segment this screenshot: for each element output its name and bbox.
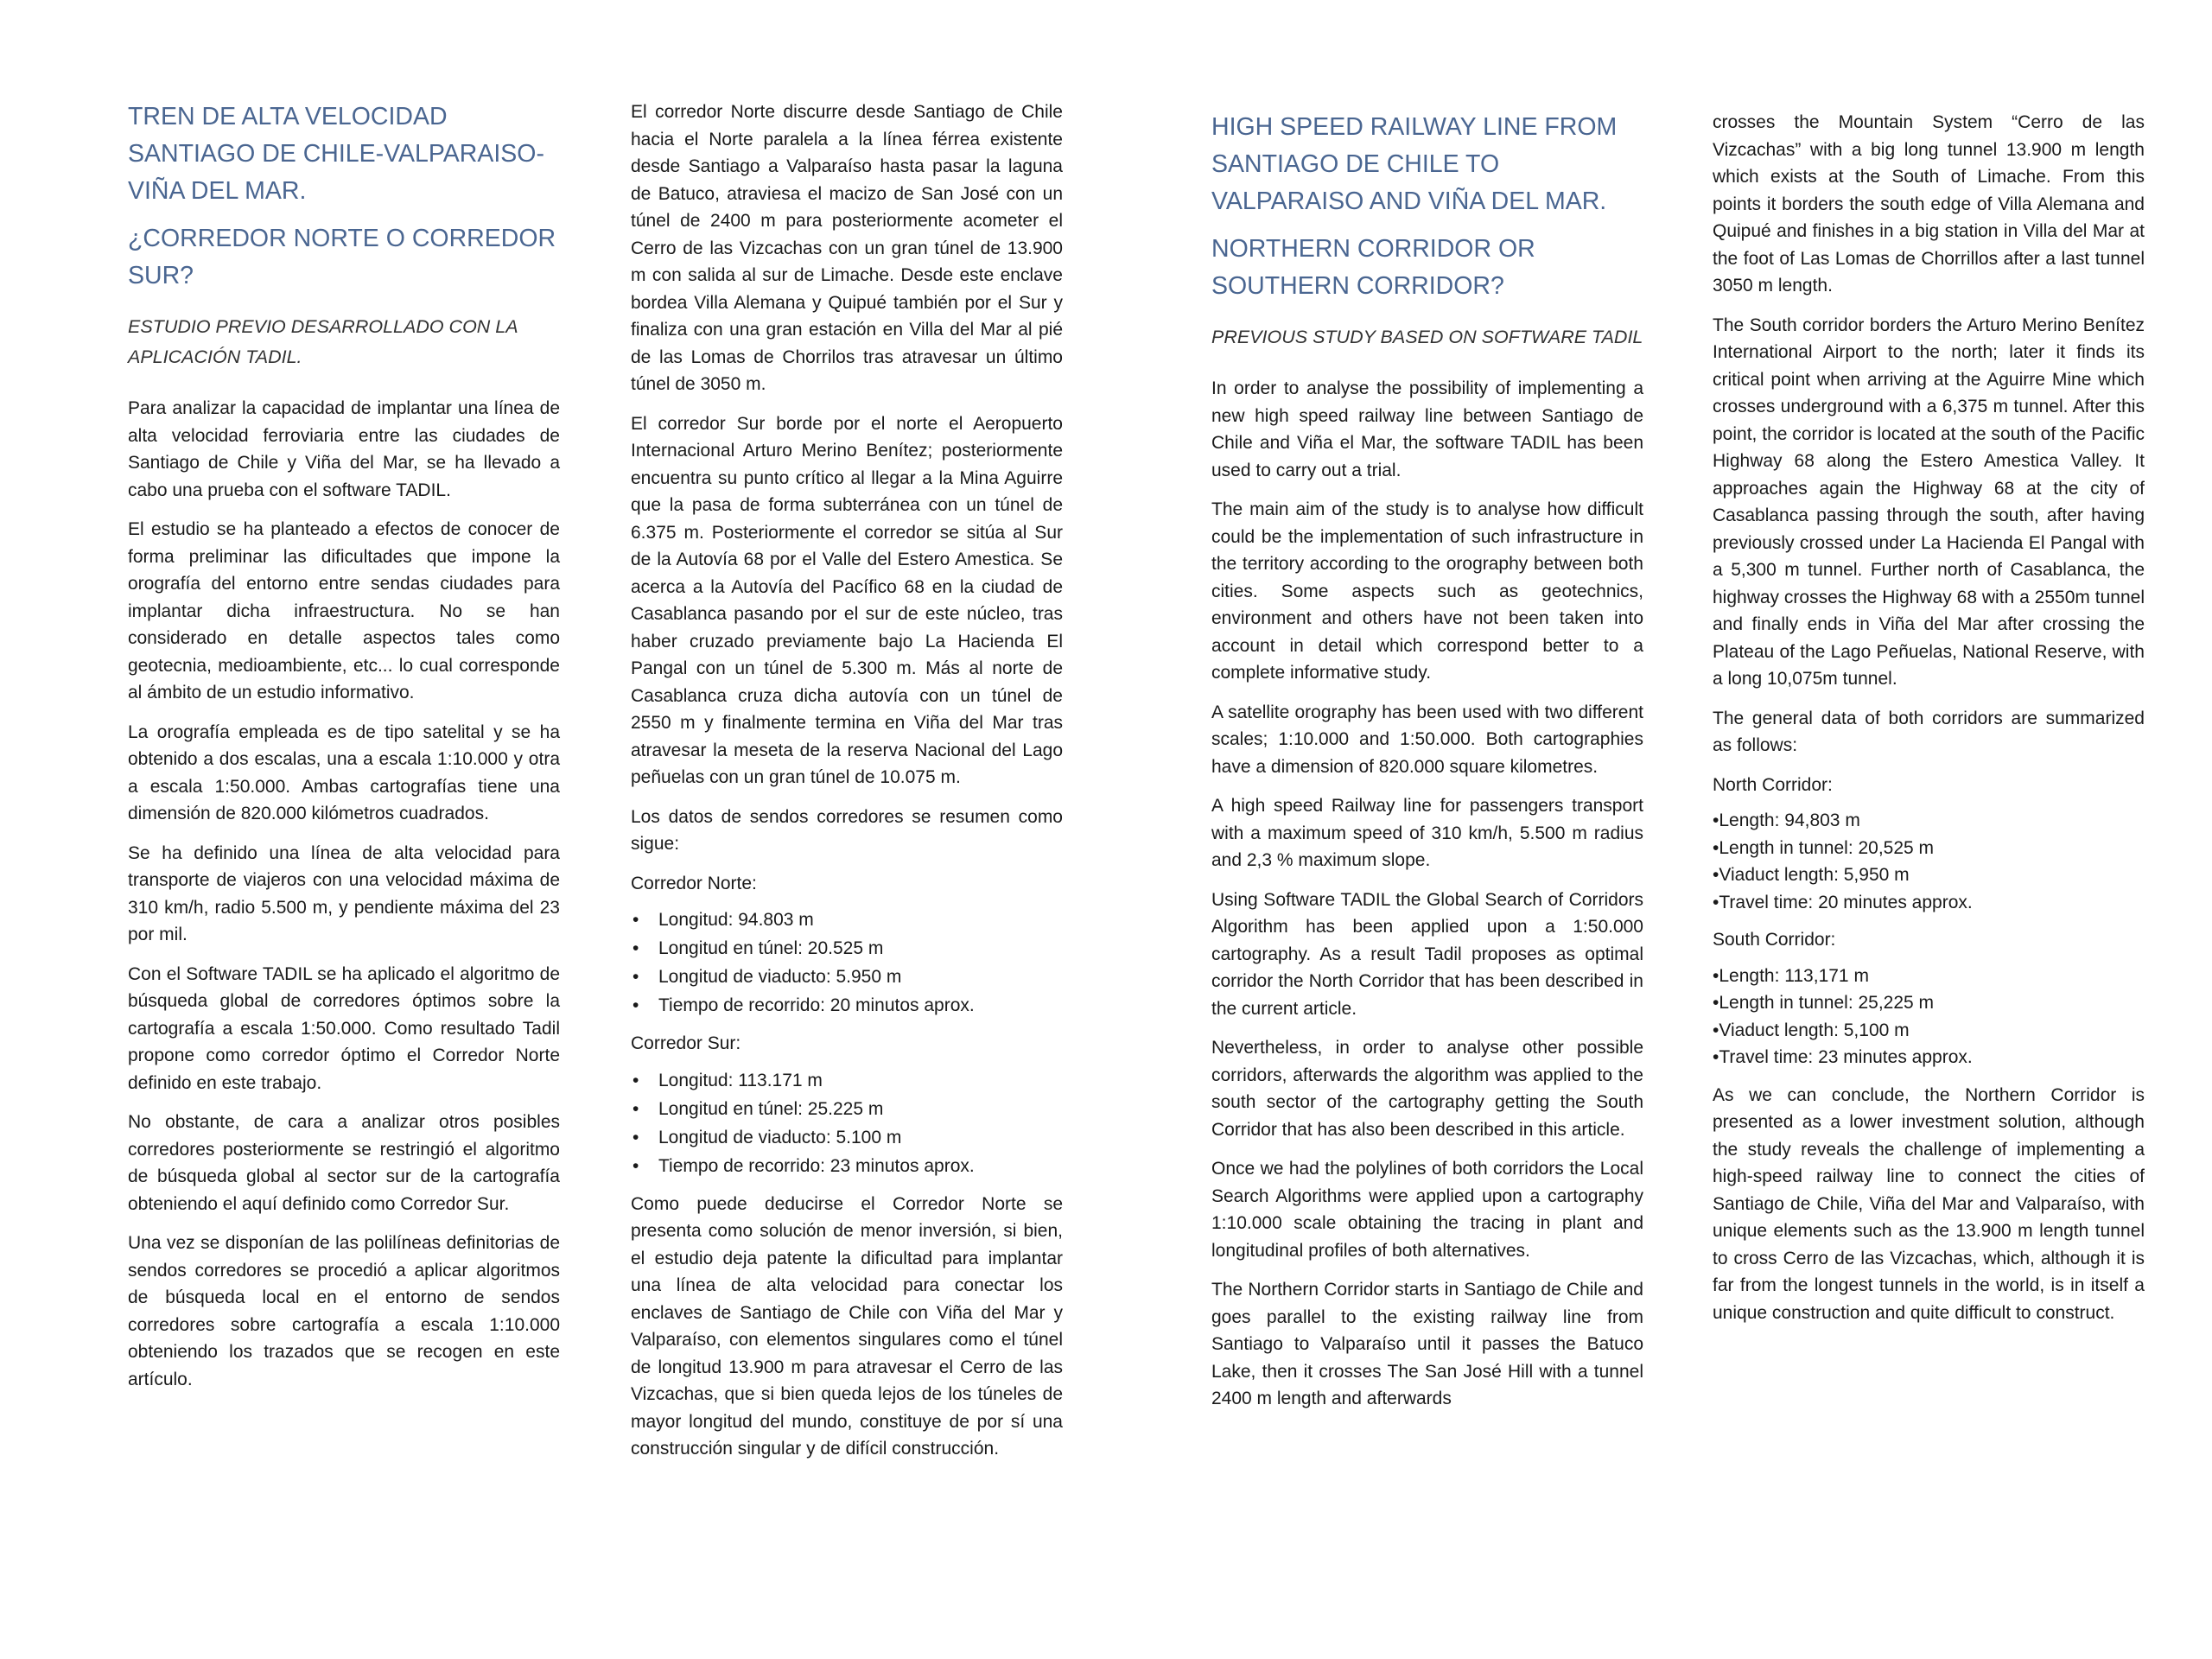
paragraph: The general data of both corridors are summarized as follows:: [1713, 708, 2145, 755]
list-item: • Longitud: 94.803 m: [631, 906, 1063, 934]
list-item: • Longitud de viaducto: 5.100 m: [631, 1123, 1063, 1152]
north-corridor-label: North Corridor:: [1713, 774, 1833, 795]
paragraph: Una vez se disponían de las polilíneas definitorias de sendos corredores se procedió a aplicar algoritmos de búsqueda local en el entorno de sendos corredores sobre cartografía a escala 1:10.000 obteniendo los trazados que se recogen en este artículo.: [128, 1233, 560, 1389]
english-subtitle: NORTHERN CORRIDOR OR SOUTHERN CORRIDOR?: [1211, 235, 1535, 300]
north-corridor-label: Corredor Norte:: [631, 873, 757, 893]
paragraph: Los datos de sendos corredores se resumen como sigue:: [631, 806, 1063, 854]
south-corridor-label: Corredor Sur:: [631, 1033, 741, 1053]
south-corridor-list: [631, 1066, 1063, 1180]
paragraph: Once we had the polylines of both corridors the Local Search Algorithms were applied upon a cartography 1:10.000 scale obtaining the tracing in plant and longitudinal profiles of both alternatives.: [1211, 1159, 1643, 1261]
paragraph: A satellite orography has been used with two different scales; 1:10.000 and 1:50.000. Both cartographies have a dimension of 820.000 square kilometres.: [1211, 702, 1643, 777]
paragraph: La orografía empleada es de tipo satelital y se ha obtenido a dos escalas, una a escala 1:10.000 y otra a escala 1:50.000. Ambas cartografías tiene una dimensión de 820.000 kilómetros cuadrados.: [128, 721, 560, 823]
south-corridor-list: [1713, 963, 2145, 1071]
list-item: • Travel time: 20 minutes approx.: [1713, 889, 2145, 917]
conclusion-paragraph: As we can conclude, the Northern Corridor is presented as a lower investment solution, although the study reveals the challenge of implementing a high-speed railway line to connect the cities of Santiago de Chile, Viña del Mar and Valparaíso, with unique elements such as the 13.900 m length tunnel to cross Cerro de las Vizcachas, which, although it is far from the longest tunnels in the world, is in itself a unique construction and quite difficult to construct.: [1713, 1084, 2145, 1323]
list-item: • Length in tunnel: 20,525 m: [1713, 835, 2145, 862]
list-item: • Longitud de viaducto: 5.950 m: [631, 963, 1063, 991]
paragraph: crosses the Mountain System “Cerro de las Vizcachas” with a big long tunnel 13.900 m length which exists at the South of Limache. From this points it borders the south edge of Villa Alemana and Quipué and finishes in a big station in Villa del Mar at the foot of Las Lomas de Chorrillos after a last tunnel 3050 m length.: [1713, 112, 2145, 296]
spanish-column-1: [128, 99, 560, 1405]
list-item: • Length: 94,803 m: [1713, 807, 2145, 835]
list-item: • Tiempo de recorrido: 20 minutos aprox.: [631, 991, 1063, 1020]
paragraph: Con el Software TADIL se ha aplicado el algoritmo de búsqueda global de corredores óptimos sobre la cartografía a escala 1:50.000. Como resultado Tadil propone como corredor óptimo el Corredor Norte definido en este trabajo.: [128, 963, 560, 1093]
list-item: • Travel time: 23 minutes approx.: [1713, 1044, 2145, 1071]
paragraph: The main aim of the study is to analyse how difficult could be the implementation of such infrastructure in the territory according to the orography between both cities. Some aspects such as geotechnics, environment and others have not been taken into account in detail which correspond better to a complete informative study.: [1211, 499, 1643, 683]
north-corridor-list: [1713, 807, 2145, 916]
list-item: • Length in tunnel: 25,225 m: [1713, 989, 2145, 1017]
paragraph: No obstante, de cara a analizar otros posibles corredores posteriormente se restringió el algoritmo de búsqueda global al sector sur de la cartografía obteniendo el aquí definido como Corredor Sur.: [128, 1112, 560, 1214]
north-corridor-list: [631, 906, 1063, 1020]
list-item: • Viaduct length: 5,950 m: [1713, 861, 2145, 889]
spanish-title: TREN DE ALTA VELOCIDAD SANTIAGO DE CHILE-VALPARAISO-VIÑA DEL MAR.: [128, 103, 544, 205]
paragraph: Using Software TADIL the Global Search of Corridors Algorithm has been applied upon a 1:50.000 cartography. As a result Tadil proposes as optimal corridor the North Corridor that has been described in the current article.: [1211, 889, 1643, 1019]
list-item: • Longitud en túnel: 25.225 m: [631, 1095, 1063, 1123]
paragraph: El corredor Sur borde por el norte el Aeropuerto Internacional Arturo Merino Benítez; posteriormente encuentra su punto crítico al llegar a la Mina Aguirre que la pasa de forma subterránea con un túnel de 6.375 m. Posteriormente el corredor se sitúa al Sur de la Autovía 68 por el Valle del Estero Amestica. Se acerca a la Autovía del Pacífico 68 en la ciudad de Casablanca pasando por el sur de este núcleo, tras haber cruzado previamente bajo La Hacienda El Pangal con un túnel de 5.300 m. Más al norte de Casablanca cruza dicha autovía con un túnel de 2550 m y finalmente termina en Viña del Mar tras atravesar la meseta de la reserva Nacional del Lago peñuelas con un gran túnel de 10.075 m.: [631, 413, 1063, 787]
paragraph: The South corridor borders the Arturo Merino Benítez International Airport to the north; later it finds its critical point when arriving at the Aguirre Mine which crosses underground with a 6,375 m tunnel. After this point, the corridor is located at the south of the Pacific Highway 68 along the Estero Amestica Valley. It approaches again the Highway 68 at the city of Casablanca passing through the south, after having previously crossed under La Hacienda El Pangal with a 5,300 m tunnel. Further north of Casablanca, the highway crosses the Highway 68 with a 2550m tunnel and finally ends in Viña del Mar after crossing the Plateau of the Lago Peñuelas, National Reserve, with a long 10,075m tunnel.: [1713, 315, 2145, 689]
paragraph: A high speed Railway line for passengers transport with a maximum speed of 310 km/h, 5.500 m radius and 2,3 % maximum slope.: [1211, 796, 1643, 870]
list-item: • Longitud: 113.171 m: [631, 1066, 1063, 1095]
paragraph: El estudio se ha planteado a efectos de conocer de forma preliminar las dificultades que impone la orografía del entorno entre sendas ciudades para implantar dicha infraestructura. No se han considerado en detalle aspectos tales como geotecnia, medioambiente, etc... lo cual corresponde al ámbito de un estudio informativo.: [128, 519, 560, 702]
south-corridor-label: South Corridor:: [1713, 930, 1836, 950]
paragraph: In order to analyse the possibility of implementing a new high speed railway line between Santiago de Chile and Viña el Mar, the software TADIL has been used to carry out a trial.: [1211, 378, 1643, 480]
english-column-2: [1713, 109, 2145, 1338]
paragraph: Nevertheless, in order to analyse other possible corridors, afterwards the algorithm was applied to the south sector of the cartography getting the South Corridor that has also been described in this article.: [1211, 1038, 1643, 1140]
paragraph: El corredor Norte discurre desde Santiago de Chile hacia el Norte paralela a la línea férrea existente desde Santiago a Valparaíso hasta pasar la laguna de Batuco, atraviesa el macizo de San José con un túnel de 2400 m para posteriormente acometer el Cerro de las Vizcachas con un gran túnel de 13.900 m con salida al sur de Limache. Desde este enclave bordea Villa Alemana y Quipué también por el Sur y finaliza con una gran estación en Villa del Mar al pié de las Lomas de Chorrilos tras atravesar un último túnel de 3050 m.: [631, 102, 1063, 394]
list-item: • Length: 113,171 m: [1713, 963, 2145, 990]
list-item: • Tiempo de recorrido: 23 minutos aprox.: [631, 1152, 1063, 1180]
paragraph: Para analizar la capacidad de implantar una línea de alta velocidad ferroviaria entre las ciudades de Santiago de Chile y Viña del Mar, se ha llevado a cabo una prueba con el software TADIL.: [128, 398, 560, 500]
english-title: HIGH SPEED RAILWAY LINE FROM SANTIAGO DE CHILE TO VALPARAISO AND VIÑA DEL MAR.: [1211, 113, 1618, 215]
spanish-intro: ESTUDIO PREVIO DESARROLLADO CON LA APLICACIÓN TADIL.: [128, 316, 518, 367]
conclusion-paragraph: Como puede deducirse el Corredor Norte se presenta como solución de menor inversión, si bien, el estudio deja patente la dificultad para implantar una línea de alta velocidad para conectar los enclaves de Santiago de Chile con Viña del Mar y Valparaíso, con elementos singulares como el túnel de longitud 13.900 m para atravesar el Cerro de las Vizcachas, que si bien queda lejos de los túneles de mayor longitud del mundo, constituye de por sí una construcción singular y de difícil construcción.: [631, 1193, 1063, 1459]
spanish-column-2: [631, 99, 1063, 1475]
spanish-subtitle: ¿CORREDOR NORTE O CORREDOR SUR?: [128, 225, 556, 289]
english-intro: PREVIOUS STUDY BASED ON SOFTWARE TADIL: [1211, 327, 1643, 347]
english-column-1: [1211, 109, 1643, 1425]
paragraph: The Northern Corridor starts in Santiago de Chile and goes parallel to the existing railway line from Santiago to Valparaíso until it passes the Batuco Lake, then it crosses The San José Hill with a tunnel 2400 m length and afterwards: [1211, 1280, 1643, 1408]
list-item: • Viaduct length: 5,100 m: [1713, 1017, 2145, 1045]
paragraph: Se ha definido una línea de alta velocidad para transporte de viajeros con una velocidad máxima de 310 km/h, radio 5.500 m, y pendiente máxima del 23 por mil.: [128, 842, 560, 944]
list-item: • Longitud en túnel: 20.525 m: [631, 934, 1063, 963]
